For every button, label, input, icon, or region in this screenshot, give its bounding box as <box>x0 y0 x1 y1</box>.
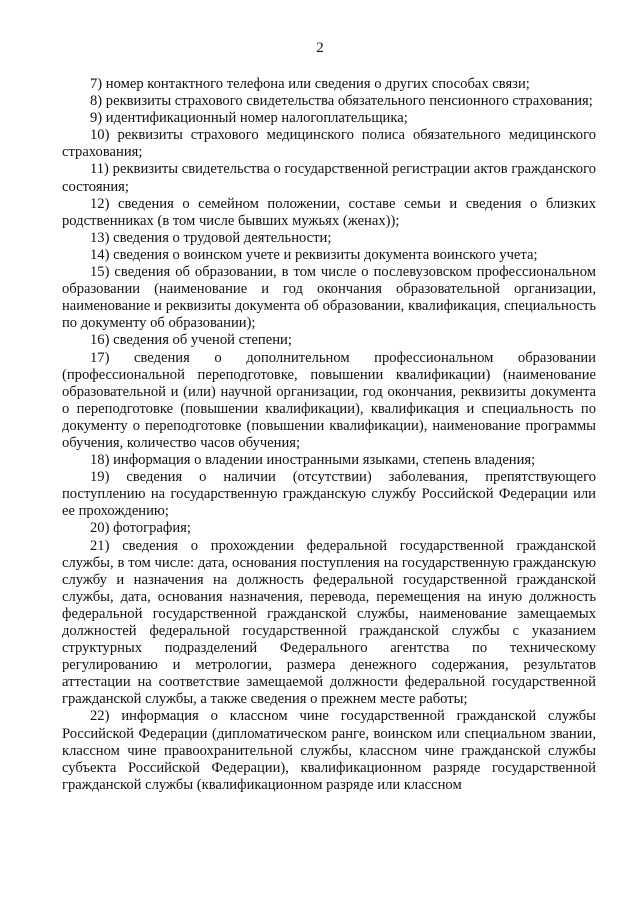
list-item-19: 19) сведения о наличии (отсутствии) заболевания, препятствующего поступлению на государственную гражданскую службу Российской Федерации или ее прохождению; <box>62 469 596 520</box>
document-body <box>62 76 596 794</box>
list-item-10: 10) реквизиты страхового медицинского полиса обязательного медицинского страхования; <box>62 127 596 161</box>
list-item-18: 18) информация о владении иностранными языками, степень владения; <box>90 452 536 469</box>
list-item-22: 22) информация о классном чине государственной гражданской службы Российской Федерации (дипломатическом ранге, воинском или специальном звании, классном чине правоохранительной службы, классном чине гражданской службы субъекта Российской Федерации), квалификационном разряде государственной гражданской службы (квалификационном разряде или классном <box>62 708 596 793</box>
list-item-14: 14) сведения о воинском учете и реквизиты документа воинского учета; <box>90 246 538 263</box>
list-item-17: 17) сведения о дополнительном профессиональном образовании (профессиональной переподготовке, повышении квалификации) (наименование образовательной и (или) научной организации, год окончания, реквизиты документа о переподготовке (повышении квалификации), квалификация и специальность по документу о переподготовке (повышении квалификации), наименование программы обучения, количество часов обучения; <box>62 349 596 451</box>
list-item-11: 11) реквизиты свидетельства о государственной регистрации актов гражданского состояния; <box>62 161 596 195</box>
list-item-12: 12) сведения о семейном положении, составе семьи и сведения о близких родственниках (в том числе бывших мужьях (женах)); <box>62 195 596 229</box>
list-item-9: 9) идентификационный номер налогоплательщика; <box>90 110 408 127</box>
page-number: 2 <box>316 40 324 56</box>
list-item-8: 8) реквизиты страхового свидетельства обязательного пенсионного страхования; <box>90 93 593 110</box>
list-item-20: 20) фотография; <box>90 520 191 537</box>
list-item-16: 16) сведения об ученой степени; <box>90 332 292 349</box>
list-item-21: 21) сведения о прохождении федеральной государственной гражданской службы, в том числе: дата, основания поступления на государственную гражданскую службу и назначения на должность федеральной государственной гражданской службы, дата, основания назначения, перевода, перемещения на иную должность федеральной государственной гражданской службы, наименование замещаемых должностей федеральной государственной гражданской службы с указанием структурных подразделений Федерального агентства по техническому регулированию и метрологии, размера денежного содержания, результатов аттестации на соответствие замещаемой должности федеральной государственной гражданской службы, а также сведения о прежнем месте работы; <box>62 537 596 708</box>
list-item-7: 7) номер контактного телефона или сведения о других способах связи; <box>90 76 530 92</box>
list-item-13: 13) сведения о трудовой деятельности; <box>90 229 332 246</box>
list-item-15: 15) сведения об образовании, в том числе о послевузовском профессиональном образовании (наименование и год окончания образовательной организации, наименование и реквизиты документа об образовании, квалификация, специальность по документу об образовании); <box>62 264 596 332</box>
